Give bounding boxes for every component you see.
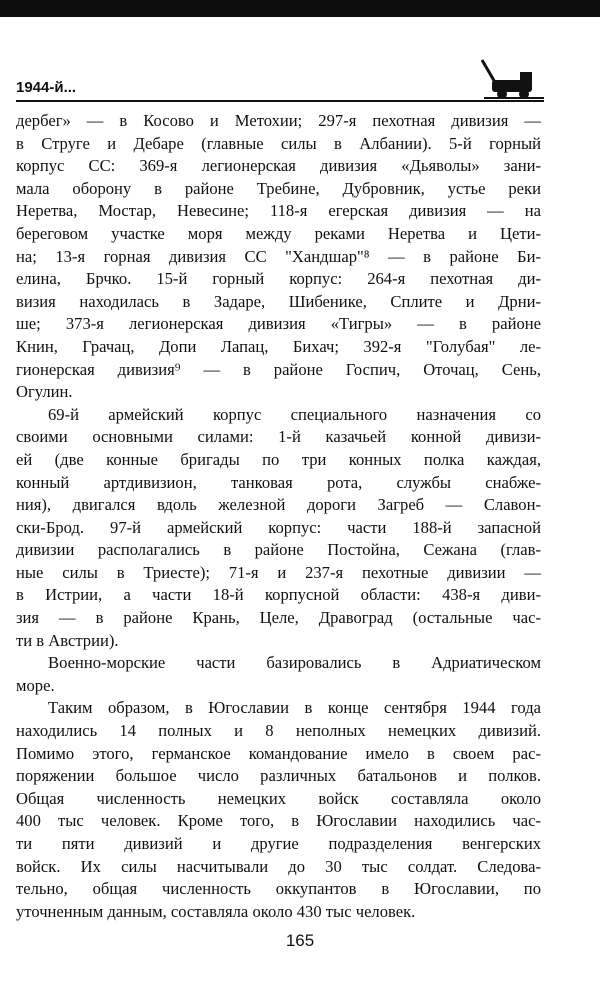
text-line: ти в Австрии). — [16, 630, 119, 650]
text-line: тельно, общая численность оккупантов в Югославии, по — [16, 879, 541, 899]
text-line: ные силы в Триесте); 71-я и 237-я пехотные дивизии — — [16, 562, 541, 582]
text-line: поряжении большое число различных батальонов и полков. — [16, 766, 541, 786]
text-line: ти пяти дивизий и другие подразделения венгерских — [16, 834, 541, 853]
text-line: зия — в районе Крань, Целе, Дравоград (остальные час- — [16, 608, 541, 628]
text-line: Книн, Грачац, Допи Лапац, Бихач; 392-я "Голубая" ле- — [16, 336, 541, 356]
text-line: Таким образом, в Югославии в конце сентября 1944 года — [48, 698, 541, 718]
text-line: дивизии располагались в районе Постойна, Сежана (глав- — [16, 540, 541, 560]
text-line: гионерская дивизия⁹ — в районе Госпич, Оточац, Сень, — [16, 359, 541, 379]
text-line: море. — [16, 675, 55, 695]
body-text — [16, 110, 541, 923]
text-line: ния), двигался вдоль железной дороги Загреб — Славон- — [16, 495, 541, 515]
header-rule — [16, 100, 544, 102]
text-line: находились 14 полных и 8 неполных немецких дивизий. — [16, 721, 541, 741]
text-line: 69-й армейский корпус специального назначения со — [48, 404, 541, 424]
text-line: в Истрии, а части 18-й корпусной области: 438-я диви- — [16, 585, 541, 605]
text-line: Помимо этого, германское командование имело в своем рас- — [16, 743, 541, 763]
text-line: своими основными силами: 1-й казачьей конной дивизи- — [16, 427, 541, 447]
text-line: ски-Брод. 97-й армейский корпус: части 188-й запасной — [16, 517, 541, 537]
text-line: уточненным данным, составляла около 430 тыс человек. — [16, 901, 416, 921]
text-line: ей (две конные бригады по три конных полка каждая, — [16, 449, 541, 469]
text-line: 400 тыс человек. Кроме того, в Югославии находились час- — [16, 811, 541, 831]
text-line: на; 13-я горная дивизия СС "Хандшар"⁸ — в районе Би- — [16, 246, 541, 266]
text-line: береговом участке моря между реками Неретва и Цети- — [16, 223, 541, 243]
artillery-gun-icon — [478, 54, 546, 102]
text-line: корпус СС: 369-я легионерская дивизия «Дьяволы» зани- — [16, 156, 541, 176]
text-line: ше; 373-я легионерская дивизия «Тигры» — в районе — [16, 314, 541, 334]
text-line: Огулин. — [16, 382, 73, 402]
text-line: в Струге и Дебаре (главные силы в Албании). 5-й горный — [16, 133, 541, 153]
page-number: 165 — [285, 931, 315, 950]
text-line: войск. Их силы насчитывали до 30 тыс солдат. Следова- — [16, 856, 541, 876]
text-line: Неретва, Мостар, Невесине; 118-я егерская дивизия — на — [16, 201, 541, 221]
text-line: Общая численность немецких войск составляла около — [16, 788, 541, 808]
text-line: мала оборону в районе Требине, Дубровник, устье реки — [16, 178, 541, 198]
text-line: Военно-морские части базировались в Адриатическом — [48, 653, 541, 673]
text-line: дербег» — в Косово и Метохии; 297-я пехотная дивизия — — [16, 111, 541, 130]
text-line: конный артдивизион, танковая рота, службы снабже- — [16, 472, 541, 492]
text-line: елина, Брчко. 15-й горный корпус: 264-я пехотная ди- — [16, 269, 541, 289]
text-line: визия находилась в Задаре, Шибенике, Сплите и Дрни- — [16, 291, 541, 311]
top-black-bar — [0, 0, 600, 17]
running-header-title: 1944-й... — [16, 79, 77, 96]
